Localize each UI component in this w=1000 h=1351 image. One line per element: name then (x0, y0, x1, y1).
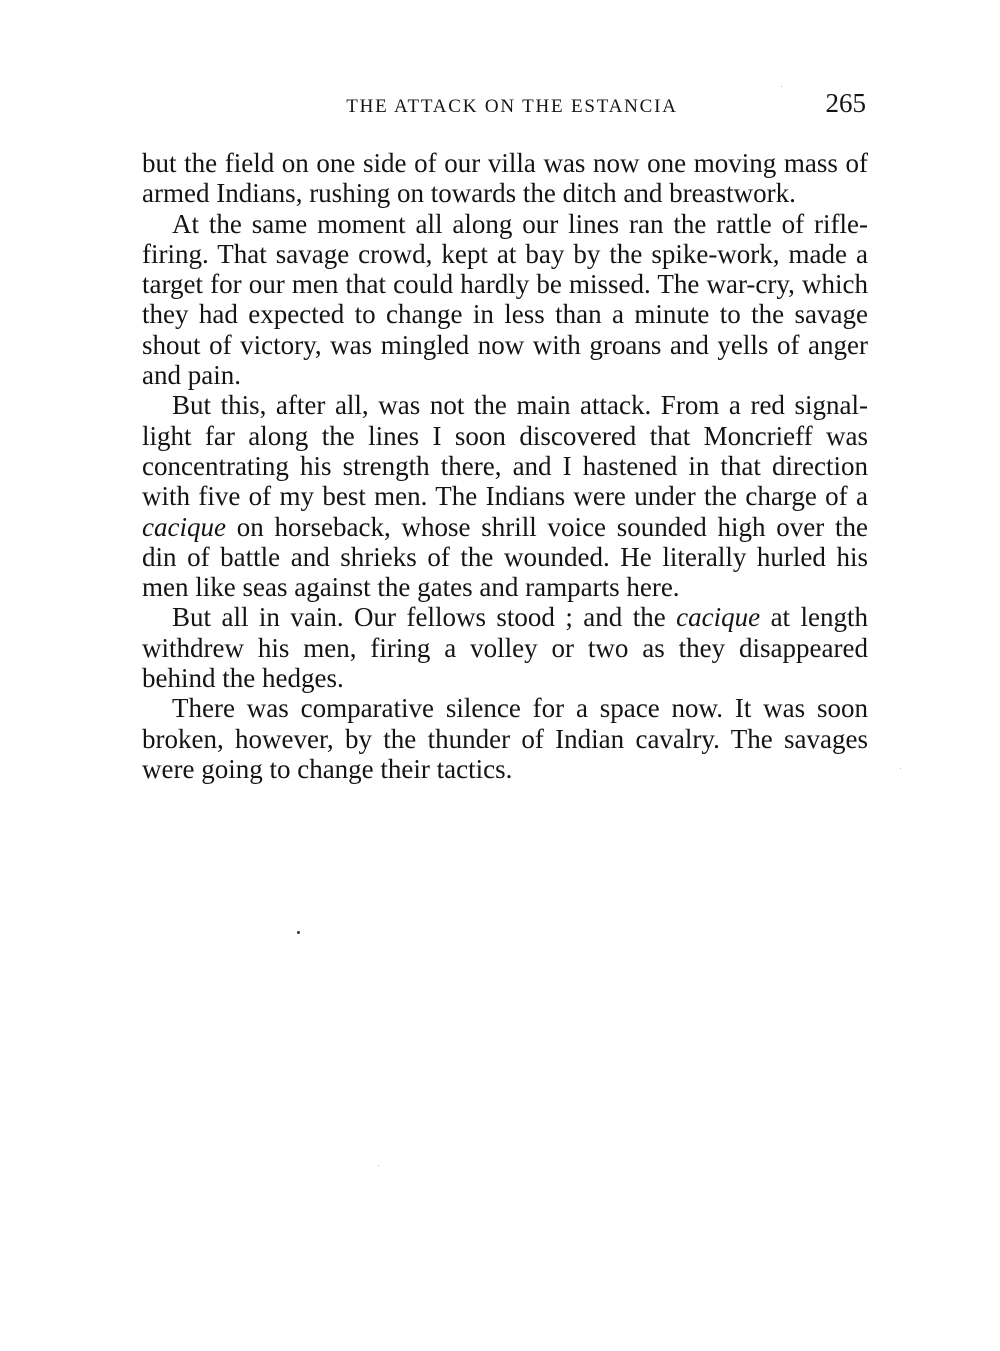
paragraph-text: at length withdrew his men, firing a volley or two as they disappeared behind the hedges. (142, 602, 868, 694)
paragraph-text: But this, after all, was not the main attack. From a red signal-light far along the lines I soon discovered that Moncrieff was concentrating his strength there, and I hastened in that direction with five of my best men. The Indians were under the charge of a (142, 390, 868, 512)
paragraph-text: At the same moment all along our lines ran the rattle of rifle-firing. That savage crowd, kept at bay by the spike-work, made a target for our men that could hardly be missed. The war-cry, which they had expected to change in less than a minute to the savage shout of victory, was mingled now with groans and yells of anger and pain. (142, 208, 868, 391)
scan-speck (378, 1165, 379, 1166)
paragraph-text: but the field on one side of our villa was now one moving mass of armed Indians, rushing on towards the ditch and breastwork. (142, 148, 868, 209)
paragraph-text: There was comparative silence for a space now. It was soon broken, however, by the thunder of Indian cavalry. The savages were going to change their tactics. (142, 693, 868, 784)
scan-speck (781, 86, 782, 87)
paragraph-5 (142, 693, 868, 784)
paragraph-4 (142, 602, 868, 693)
running-head (142, 88, 868, 124)
italic-term: cacique (142, 511, 226, 542)
paragraph-3 (142, 390, 868, 602)
running-title: THE ATTACK ON THE ESTANCIA (346, 96, 678, 117)
scan-speck (297, 931, 300, 934)
italic-term: cacique (676, 602, 761, 633)
paragraph-1 (142, 148, 868, 209)
scan-speck (900, 768, 901, 769)
page-number: 265 (825, 88, 866, 118)
paragraph-text: on horseback, whose shrill voice sounded high over the din of battle and shrieks of the wounded. He literally hurled his men like seas against the gates and ramparts here. (142, 511, 868, 603)
body-text (142, 148, 868, 784)
paragraph-text: But all in vain. Our fellows stood ; and the (172, 602, 677, 633)
paragraph-2 (142, 209, 868, 391)
